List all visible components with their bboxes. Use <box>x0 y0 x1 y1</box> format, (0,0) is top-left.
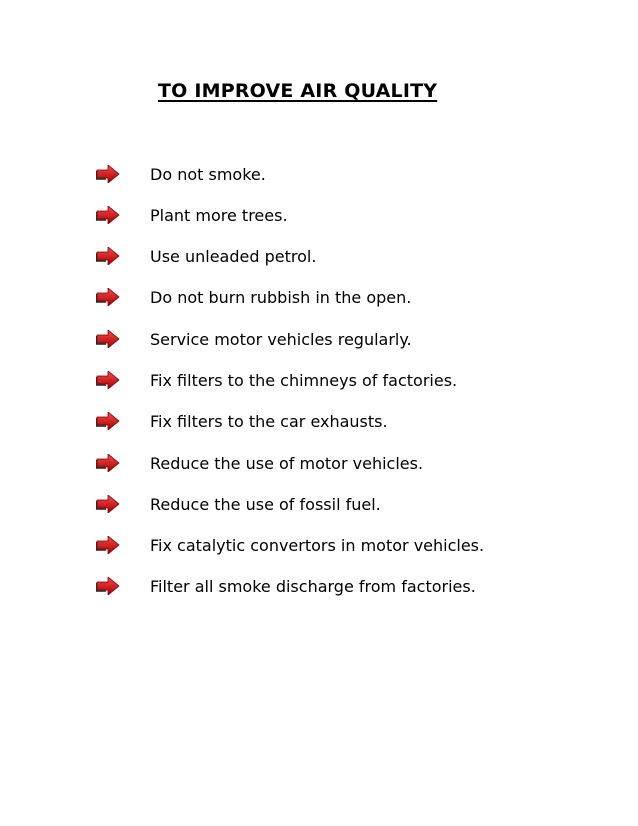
list-item-text: Do not smoke. <box>150 165 266 184</box>
list-item <box>0 245 638 275</box>
list-item <box>0 328 638 358</box>
list-item-text: Fix filters to the car exhausts. <box>150 412 388 431</box>
list-item <box>0 369 638 399</box>
red-arrow-icon <box>96 206 120 224</box>
red-arrow-icon <box>96 536 120 554</box>
list-item <box>0 493 638 523</box>
list-item-text: Filter all smoke discharge from factories. <box>150 577 476 596</box>
list-item <box>0 534 638 564</box>
list-item <box>0 204 638 234</box>
red-arrow-icon <box>96 454 120 472</box>
list-item-text: Reduce the use of motor vehicles. <box>150 454 424 473</box>
red-arrow-icon <box>96 165 120 183</box>
list-item <box>0 163 638 193</box>
list-item-text: Service motor vehicles regularly. <box>150 330 412 349</box>
list-item <box>0 575 638 605</box>
list-item <box>0 286 638 316</box>
page-title: TO IMPROVE AIR QUALITY <box>158 80 438 102</box>
red-arrow-icon <box>96 288 120 306</box>
red-arrow-icon <box>96 495 120 513</box>
list-item <box>0 452 638 482</box>
red-arrow-icon <box>96 412 120 430</box>
red-arrow-icon <box>96 247 120 265</box>
list-item-text: Reduce the use of fossil fuel. <box>150 495 381 514</box>
list-item-text: Do not burn rubbish in the open. <box>150 288 412 307</box>
list-item <box>0 410 638 440</box>
red-arrow-icon <box>96 371 120 389</box>
red-arrow-icon <box>96 330 120 348</box>
list-item-text: Fix filters to the chimneys of factories. <box>150 371 458 390</box>
red-arrow-icon <box>96 577 120 595</box>
list-item-text: Use unleaded petrol. <box>150 247 317 266</box>
list-item-text: Fix catalytic convertors in motor vehicles. <box>150 536 485 555</box>
list-item-text: Plant more trees. <box>150 206 288 225</box>
